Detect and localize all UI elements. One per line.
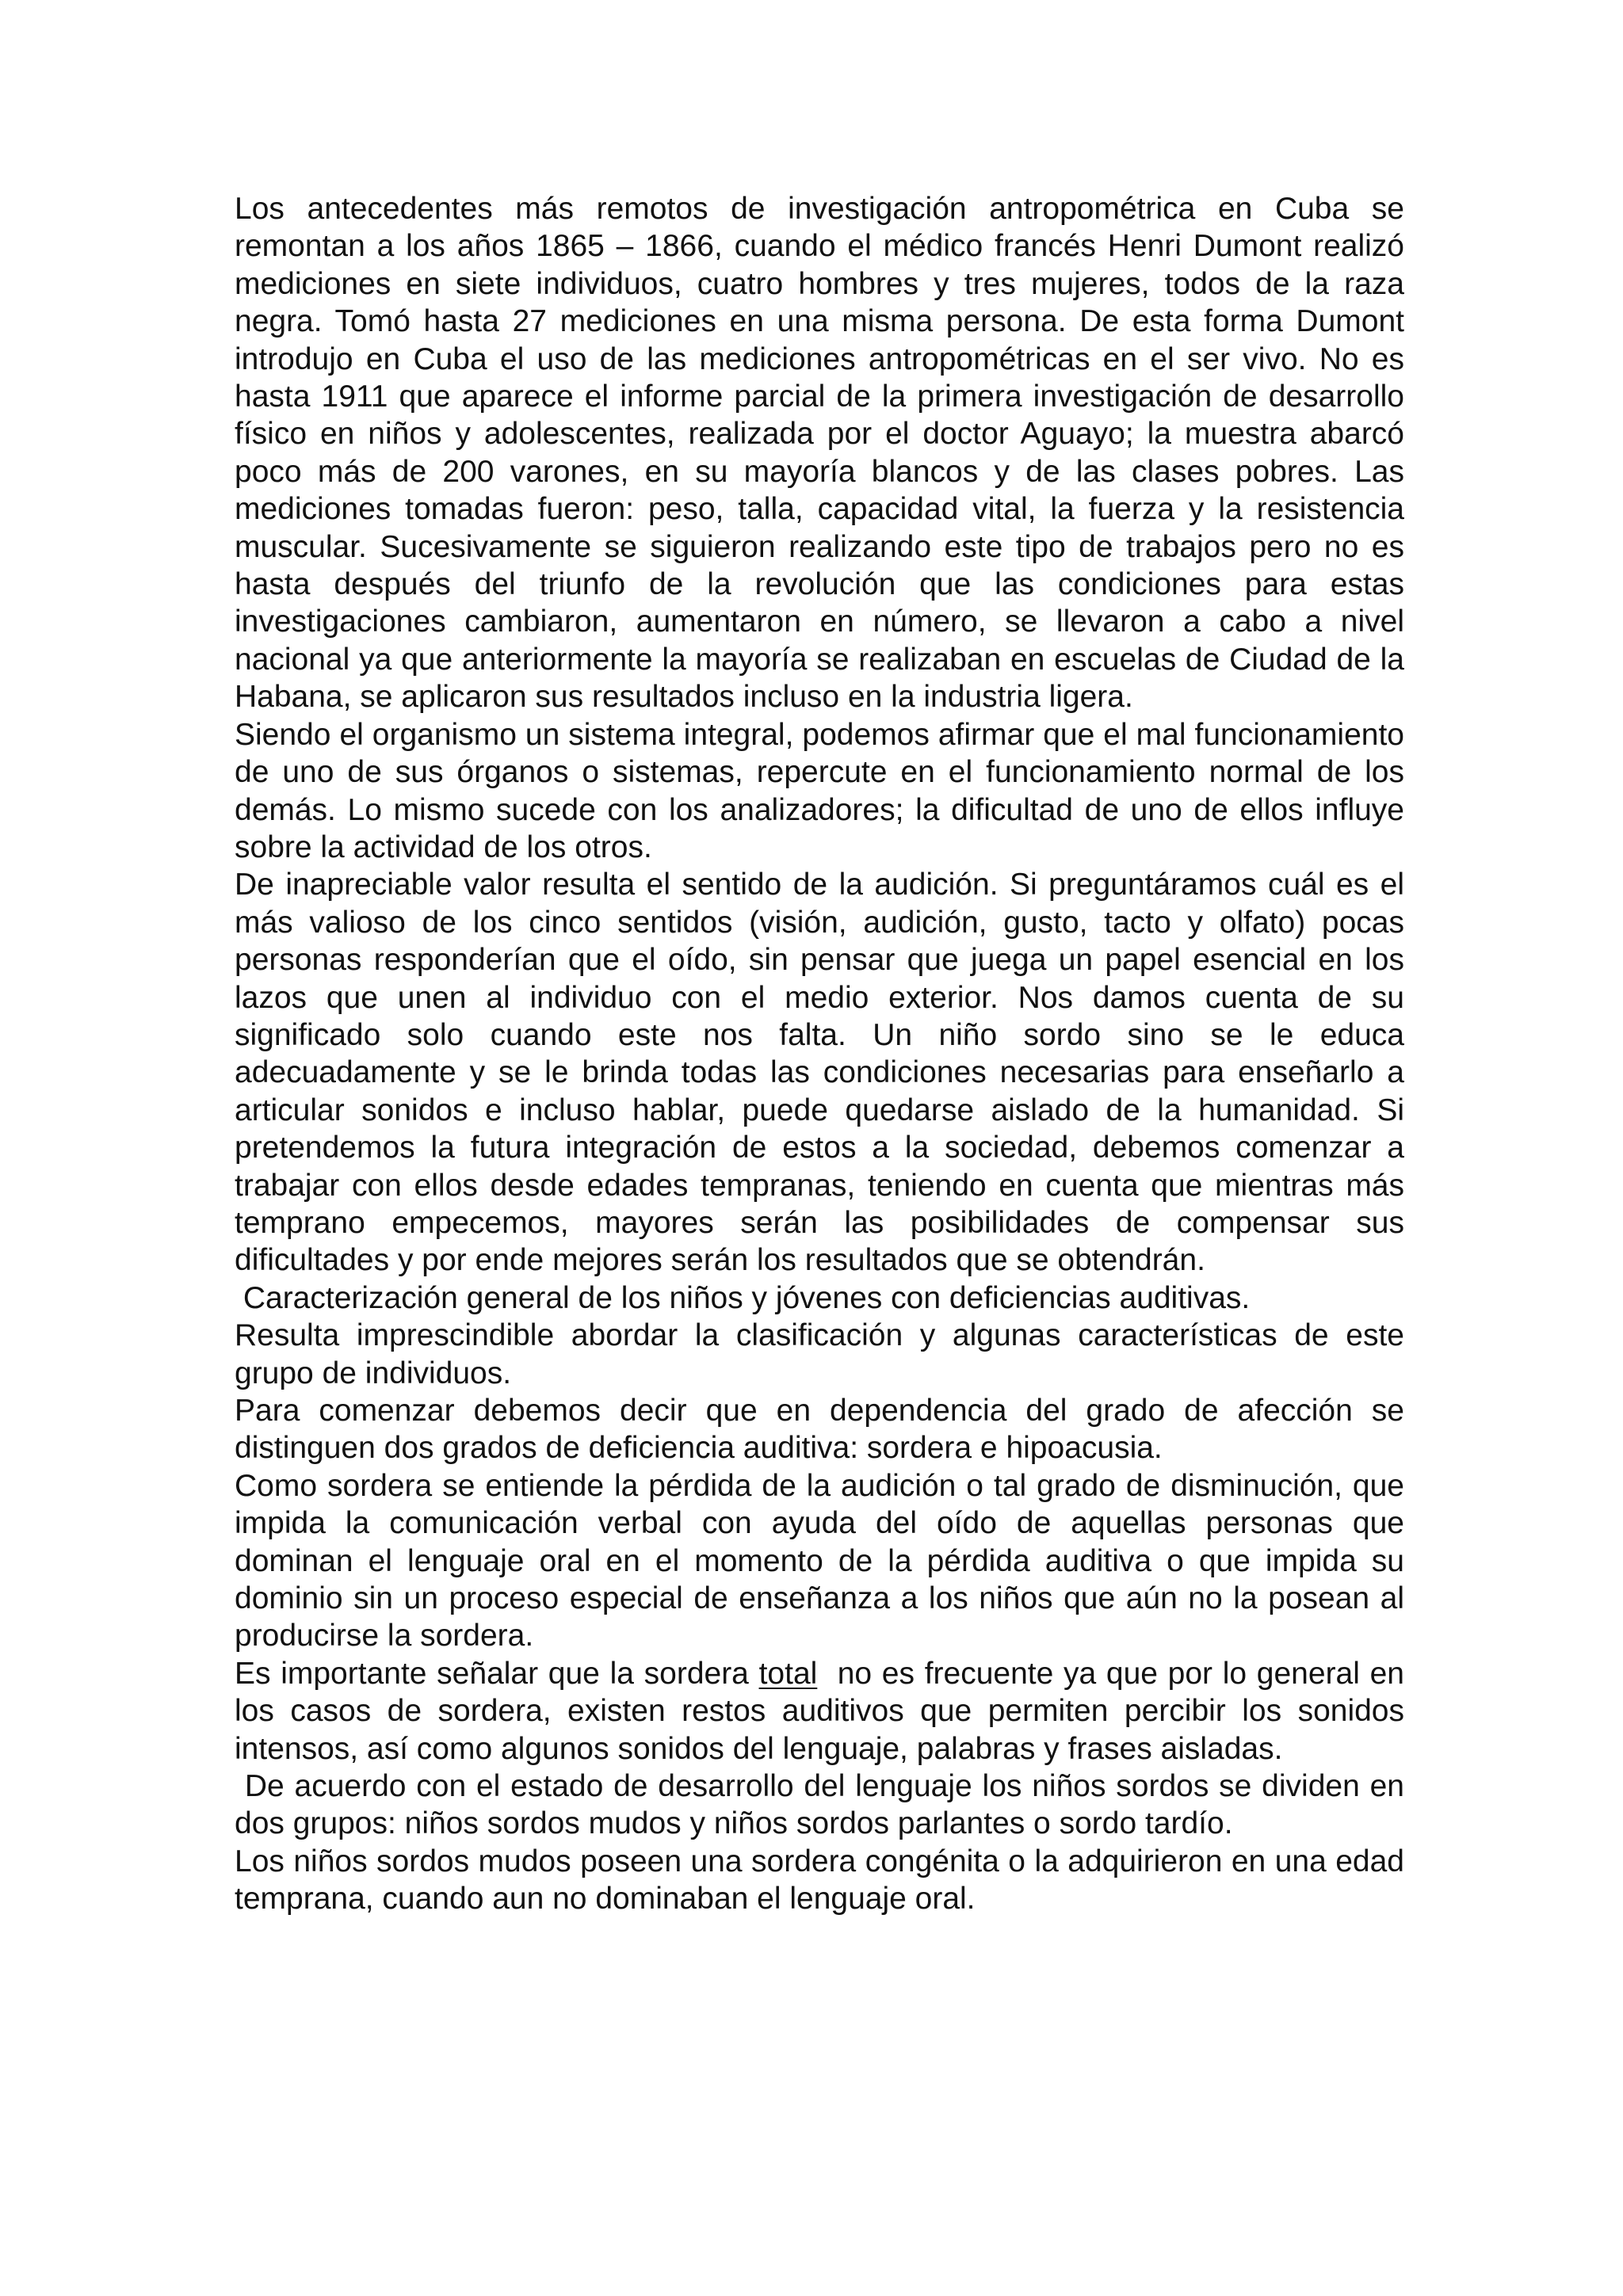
paragraph-organismo: Siendo el organismo un sistema integral, podemos afirmar que el mal funcionamiento de uno de sus órganos o sistemas, repercute en el funcionamiento normal de los demás. Lo mismo sucede con los analizadores; la dificultad de uno de ellos influye sobre la actividad de los otros. (235, 717, 1404, 864)
paragraph-antecedentes: Los antecedentes más remotos de investigación antropométrica en Cuba se remontan a los años 1865 – 1866, cuando el médico francés Henri Dumont realizó mediciones en siete individuos, cuatro hombres y tres mujeres, todos de la raza negra. Tomó hasta 27 mediciones en una misma persona. De esta forma Dumont introdujo en Cuba el uso de las mediciones antropométricas en el ser vivo. No es hasta 1911 que aparece el informe parcial de la primera investigación de desarrollo físico en niños y adolescentes, realizada por el doctor Aguayo; la muestra abarcó poco más de 200 varones, en su mayoría blancos y de las clases pobres. Las mediciones tomadas fueron: peso, talla, capacidad vital, la fuerza y la resistencia muscular. Sucesivamente se siguieron realizando este tipo de trabajos pero no es hasta después del triunfo de la revolución que las condiciones para estas investigaciones cambiaron, aumentaron en número, se llevaron a cabo a nivel nacional ya que anteriormente la mayoría se realizaban en escuelas de Ciudad de la Habana, se aplicaron sus resultados incluso en la industria ligera. (235, 192, 1404, 715)
body-text (235, 190, 1413, 1918)
paragraph-audicion: De inapreciable valor resulta el sentido de la audición. Si preguntáramos cuál es el más valioso de los cinco sentidos (visión, audición, gusto, tacto y olfato) pocas personas responderían que el oído, sin pensar que juega un papel esencial en los lazos que unen al individuo con el medio exterior. Nos damos cuenta de su significado solo cuando este nos falta. Un niño sordo sino se le educa adecuadamente y se le brinda todas las condiciones necesarias para enseñarlo a articular sonidos e incluso hablar, puede quedarse aislado de la humanidad. Si pretendemos la futura integración de estos a la sociedad, debemos comenzar a trabajar con ellos desde edades tempranas, teniendo en cuenta que mientras más temprano empecemos, mayores serán las posibilidades de compensar sus dificultades y por ende mejores serán los resultados que se obtendrán. (235, 868, 1404, 1278)
sordera-total-before: Es importante señalar que la sordera (235, 1656, 759, 1691)
paragraph-clasificacion: Resulta imprescindible abordar la clasificación y algunas características de este grupo de individuos. (235, 1318, 1404, 1390)
paragraph-sordera-total (235, 1655, 1413, 1768)
sordera-total-after: no es frecuente ya que por lo general en los casos de sordera, existen restos auditivos que permiten percibir los sonidos intensos, así como algunos sonidos del lenguaje, palabras y frases aisladas. (235, 1656, 1413, 1766)
underlined-word-total: total (758, 1656, 818, 1691)
paragraph-sordos-mudos: Los niños sordos mudos poseen una sordera congénita o la adquirieron en una edad temprana, cuando aun no dominaban el lenguaje oral. (235, 1844, 1404, 1917)
paragraph-desarrollo-lenguaje: De acuerdo con el estado de desarrollo del lenguaje los niños sordos se dividen en dos grupos: niños sordos mudos y niños sordos parlantes o sordo tardío. (235, 1769, 1413, 1841)
section-heading-caracterizacion: Caracterización general de los niños y jóvenes con deficiencias auditivas. (235, 1280, 1251, 1315)
paragraph-grados: Para comenzar debemos decir que en dependencia del grado de afección se distinguen dos grados de deficiencia auditiva: sordera e hipoacusia. (235, 1394, 1404, 1466)
paragraph-sordera-definicion: Como sordera se entiende la pérdida de la audición o tal grado de disminución, que impida la comunicación verbal con ayuda del oído de aquellas personas que dominan el lenguaje oral en el momento de la pérdida auditiva o que impida su dominio sin un proceso especial de enseñanza a los niños que aún no la posean al producirse la sordera. (235, 1468, 1404, 1653)
